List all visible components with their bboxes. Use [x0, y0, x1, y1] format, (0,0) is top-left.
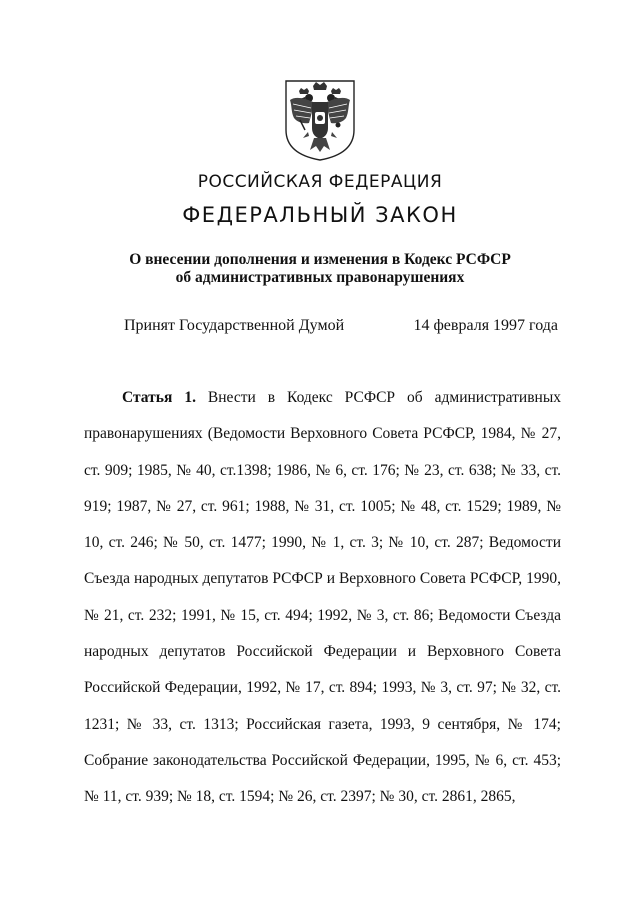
russian-coat-of-arms-icon [283, 78, 357, 162]
document-type-heading: ФЕДЕРАЛЬНЫЙ ЗАКОН [182, 203, 458, 227]
article-1-text: Внести в Кодекс РСФСР об административных правонарушениях (Ведомости Верховного Совета РСФСР, 1984, № 27, ст. 909; 1985, № 40, ст.1398; 1986, № 6, ст. 176; № 23, ст. 638; № 33, ст. 919; 1987, № 27, ст. 961; 1988, № 31, ст. 1005; № 48, ст. 1529; 1989, № 10, ст. 246; № 50, ст. 1477; 1990, № 1, ст. 3; № 10, ст. 287; Ведомости Съезда народных депутатов РСФСР и Верховного Совета РСФСР, 1990, № 21, ст. 232; 1991, № 15, ст. 494; 1992, № 3, ст. 86; Ведомости Съезда народных депутатов Российской Федерации и Верховного Совета Российской Федерации, 1992, № 17, ст. 894; 1993, № 3, ст. 97; № 32, ст. 1231; № 33, ст. 1313; Российская газета, 1993, 9 сентября, № 174; Собрание законодательства Российской Федерации, 1995, № 6, ст. 453; № 11, ст. 939; № 18, ст. 1594; № 26, ст. 2397; № 30, ст. 2861, 2865, [84, 389, 561, 806]
article-1-label: Статья 1. [122, 389, 196, 406]
adoption-line [124, 317, 558, 335]
law-title [0, 251, 640, 287]
country-heading: РОССИЙСКАЯ ФЕДЕРАЦИЯ [197, 172, 443, 192]
adoption-label: Принят Государственной Думой [124, 317, 345, 334]
article-1-paragraph [84, 380, 561, 816]
adoption-date: 14 февраля 1997 года [413, 317, 558, 334]
law-title-line-1: О внесении дополнения и изменения в Кодекс РСФСР [129, 251, 511, 268]
law-title-line-2: об административных правонарушениях [175, 269, 465, 286]
